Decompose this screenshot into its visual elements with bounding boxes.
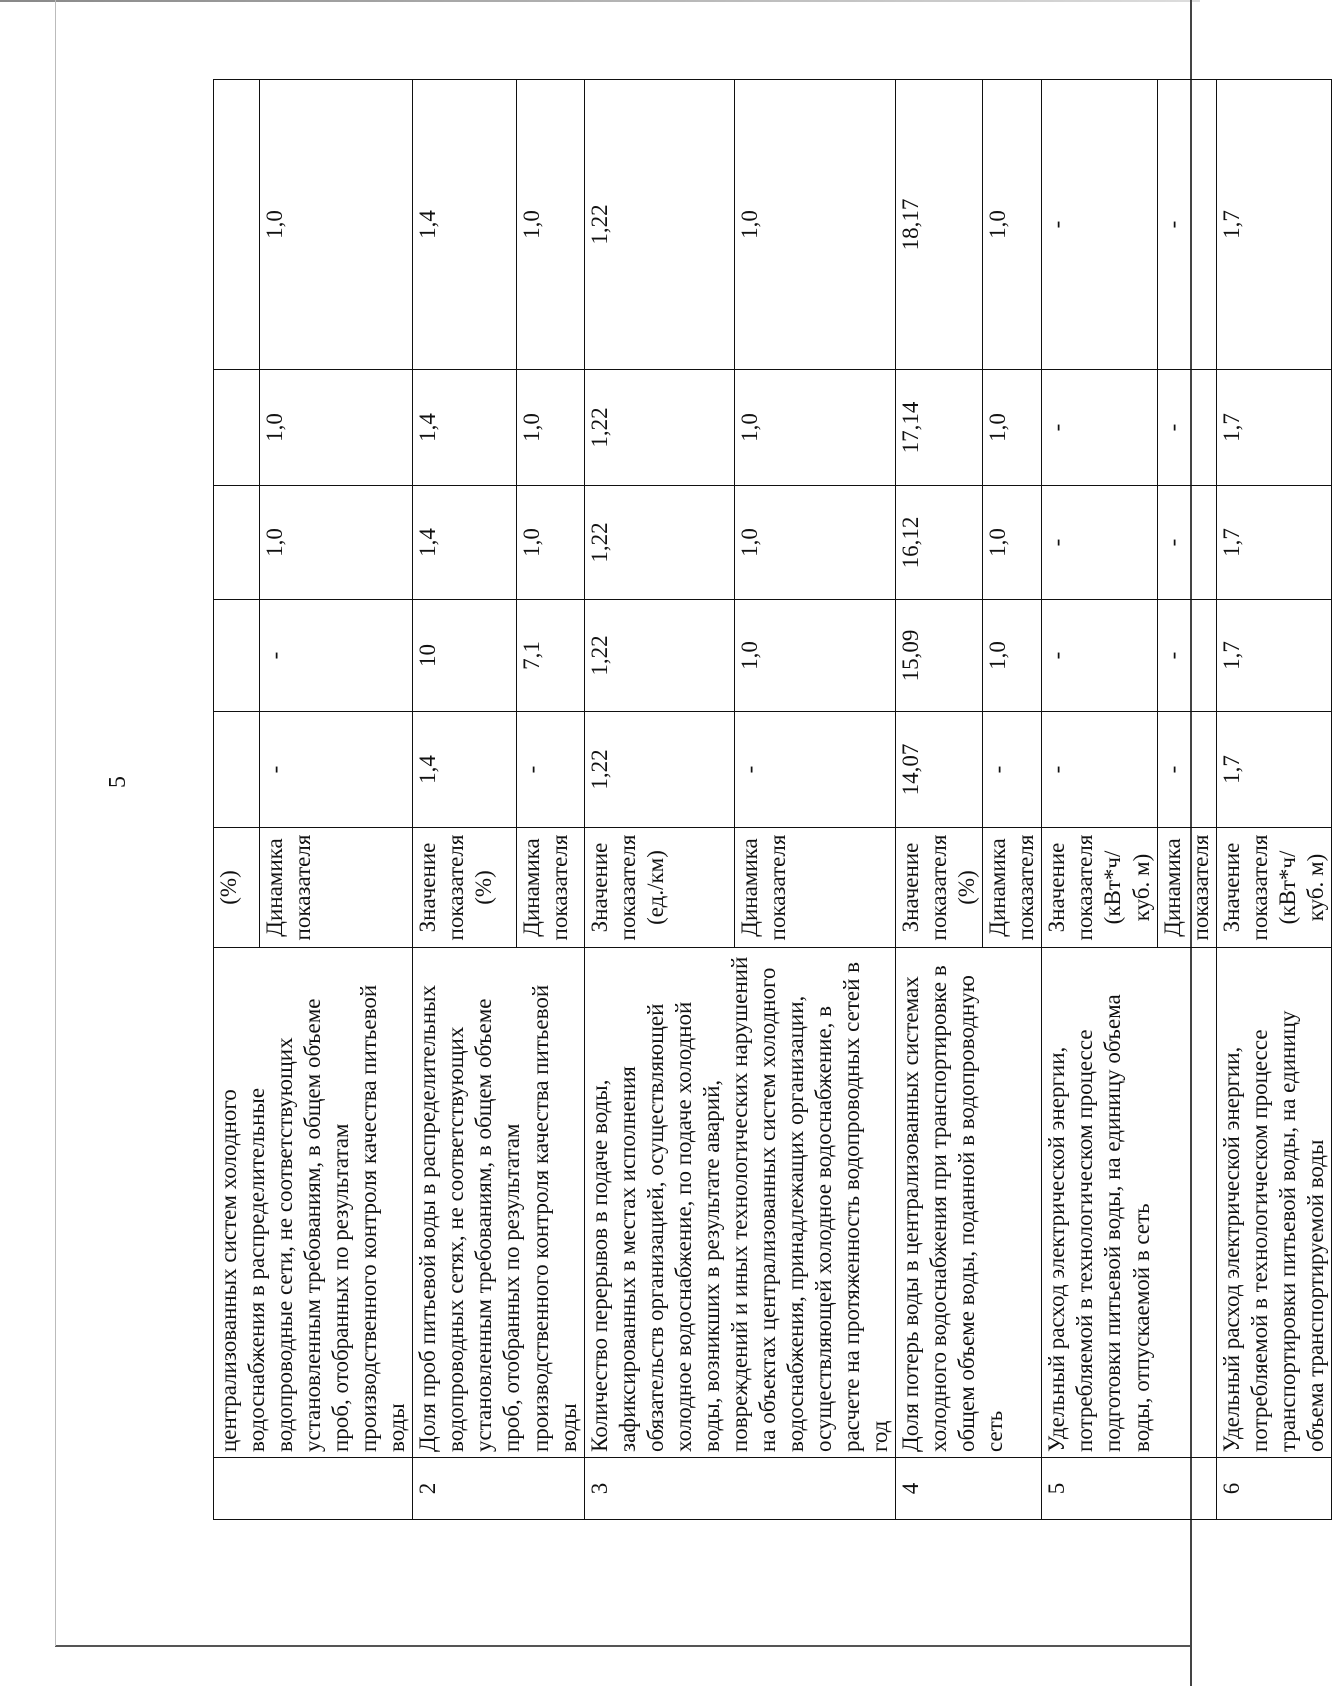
- value-cell: [214, 600, 260, 712]
- value-cell: -: [734, 712, 896, 828]
- value-cell: 1,0: [259, 370, 413, 486]
- row-number: 2: [413, 1458, 584, 1520]
- value-cell: -: [259, 712, 413, 828]
- table-row: [1216, 80, 1331, 1520]
- value-cell: 1,0: [516, 370, 584, 486]
- value-cell: 1,0: [259, 486, 413, 600]
- value-cell: 7,1: [516, 600, 584, 712]
- indicator-name: Доля потерь воды в централизованных системах холодного водоснабжения при транспортировке в общем объеме воды, поданной в водопроводную сеть: [896, 948, 1042, 1458]
- unit-cell: Динамика показателя: [1157, 828, 1216, 948]
- value-cell: 1,0: [983, 600, 1042, 712]
- scan-edge-bottom: [55, 1645, 1190, 1647]
- value-cell: 14,07: [896, 712, 983, 828]
- value-cell: -: [1157, 600, 1216, 712]
- rotated-table-container: [213, 80, 1328, 1520]
- row-number: 6: [1216, 1458, 1331, 1520]
- value-cell: 1,0: [983, 80, 1042, 370]
- unit-cell: Динамика показателя: [259, 828, 413, 948]
- table-row: [214, 80, 260, 1520]
- value-cell: -: [259, 600, 413, 712]
- scan-edge-top: [0, 0, 1200, 2]
- value-cell: 16,12: [896, 486, 983, 600]
- value-cell: [214, 370, 260, 486]
- value-cell: 1,0: [516, 80, 584, 370]
- value-cell: -: [1042, 486, 1157, 600]
- value-cell: -: [1042, 712, 1157, 828]
- value-cell: 1,4: [413, 712, 517, 828]
- value-cell: [214, 80, 260, 370]
- unit-cell: Значение показателя (кВт*ч/куб. м): [1216, 828, 1331, 948]
- value-cell: -: [1157, 370, 1216, 486]
- unit-cell: Динамика показателя: [734, 828, 896, 948]
- value-cell: 1,22: [584, 80, 734, 370]
- value-cell: 18,17: [896, 80, 983, 370]
- page-number: 5: [105, 776, 131, 788]
- table-row: [584, 80, 734, 1520]
- value-cell: 1,4: [413, 370, 517, 486]
- value-cell: -: [1157, 486, 1216, 600]
- unit-cell: Значение показателя (кВт*ч/куб. м): [1042, 828, 1157, 948]
- value-cell: 1,22: [584, 712, 734, 828]
- table-row: [1042, 80, 1157, 1520]
- unit-cell: Значение показателя (ед./км): [584, 828, 734, 948]
- row-number: 4: [896, 1458, 1042, 1520]
- value-cell: [214, 712, 260, 828]
- row-number: [214, 1458, 413, 1520]
- value-cell: 1,0: [983, 370, 1042, 486]
- value-cell: 1,7: [1216, 600, 1331, 712]
- value-cell: -: [1042, 80, 1157, 370]
- value-cell: 1,0: [734, 370, 896, 486]
- value-cell: -: [516, 712, 584, 828]
- value-cell: 1,0: [734, 80, 896, 370]
- indicator-name: Удельный расход электрической энергии, потребляемой в технологическом процессе подготовки питьевой воды, на единицу объема воды, отпускаемой в сеть: [1042, 948, 1216, 1458]
- value-cell: -: [983, 712, 1042, 828]
- unit-cell: Динамика показателя: [983, 828, 1042, 948]
- table-row: [896, 80, 983, 1520]
- unit-cell: Динамика показателя: [516, 828, 584, 948]
- value-cell: 1,0: [983, 486, 1042, 600]
- unit-cell: Значение показателя (%): [413, 828, 517, 948]
- indicator-name: Удельный расход электрической энергии, потребляемой в технологическом процессе транспортировки питьевой воды, на единицу объема транспортируемой воды: [1216, 948, 1331, 1458]
- value-cell: 1,4: [413, 80, 517, 370]
- value-cell: 1,22: [584, 370, 734, 486]
- unit-cell: Значение показателя (%): [896, 828, 983, 948]
- indicator-name: Доля проб питьевой воды в распределительных водопроводных сетях, не соответствующих установленным требованиям, в общем объеме проб, отобранных по результатам производственного контроля качества питьевой воды: [413, 948, 584, 1458]
- value-cell: 1,22: [584, 486, 734, 600]
- value-cell: -: [1157, 712, 1216, 828]
- value-cell: -: [1157, 80, 1216, 370]
- value-cell: 1,7: [1216, 486, 1331, 600]
- scan-edge-left: [55, 0, 56, 1646]
- value-cell: 1,7: [1216, 712, 1331, 828]
- row-number: 3: [584, 1458, 896, 1520]
- value-cell: 1,22: [584, 600, 734, 712]
- value-cell: 1,0: [734, 486, 896, 600]
- value-cell: -: [1042, 600, 1157, 712]
- table-row: [413, 80, 517, 1520]
- indicator-name: Количество перерывов в подаче воды, зафиксированных в местах исполнения обязательств организацией, осуществляющей холодное водоснабжение, по подаче холодной воды, возникших в результате аварий, повреждений и иных технологических нарушений на объектах централизованных систем холодного водоснабжения, принадлежащих организации, осуществляющей холодное водоснабжение, в расчете на протяженность водопроводных сетей в год: [584, 948, 896, 1458]
- value-cell: -: [1042, 370, 1157, 486]
- value-cell: 1,0: [734, 600, 896, 712]
- unit-cell: (%): [214, 828, 260, 948]
- value-cell: 1,7: [1216, 370, 1331, 486]
- value-cell: 1,7: [1216, 80, 1331, 370]
- value-cell: 10: [413, 600, 517, 712]
- row-number: 5: [1042, 1458, 1216, 1520]
- value-cell: 1,4: [413, 486, 517, 600]
- value-cell: 17,14: [896, 370, 983, 486]
- value-cell: 1,0: [259, 80, 413, 370]
- indicator-name: централизованных систем холодного водоснабжения в распределительные водопроводные сети, не соответствующих установленным требованиям, в общем объеме проб, отобранных по результатам производственного контроля качества питьевой воды: [214, 948, 413, 1458]
- value-cell: 15,09: [896, 600, 983, 712]
- indicators-table: [213, 79, 1332, 1520]
- value-cell: 1,0: [516, 486, 584, 600]
- value-cell: [214, 486, 260, 600]
